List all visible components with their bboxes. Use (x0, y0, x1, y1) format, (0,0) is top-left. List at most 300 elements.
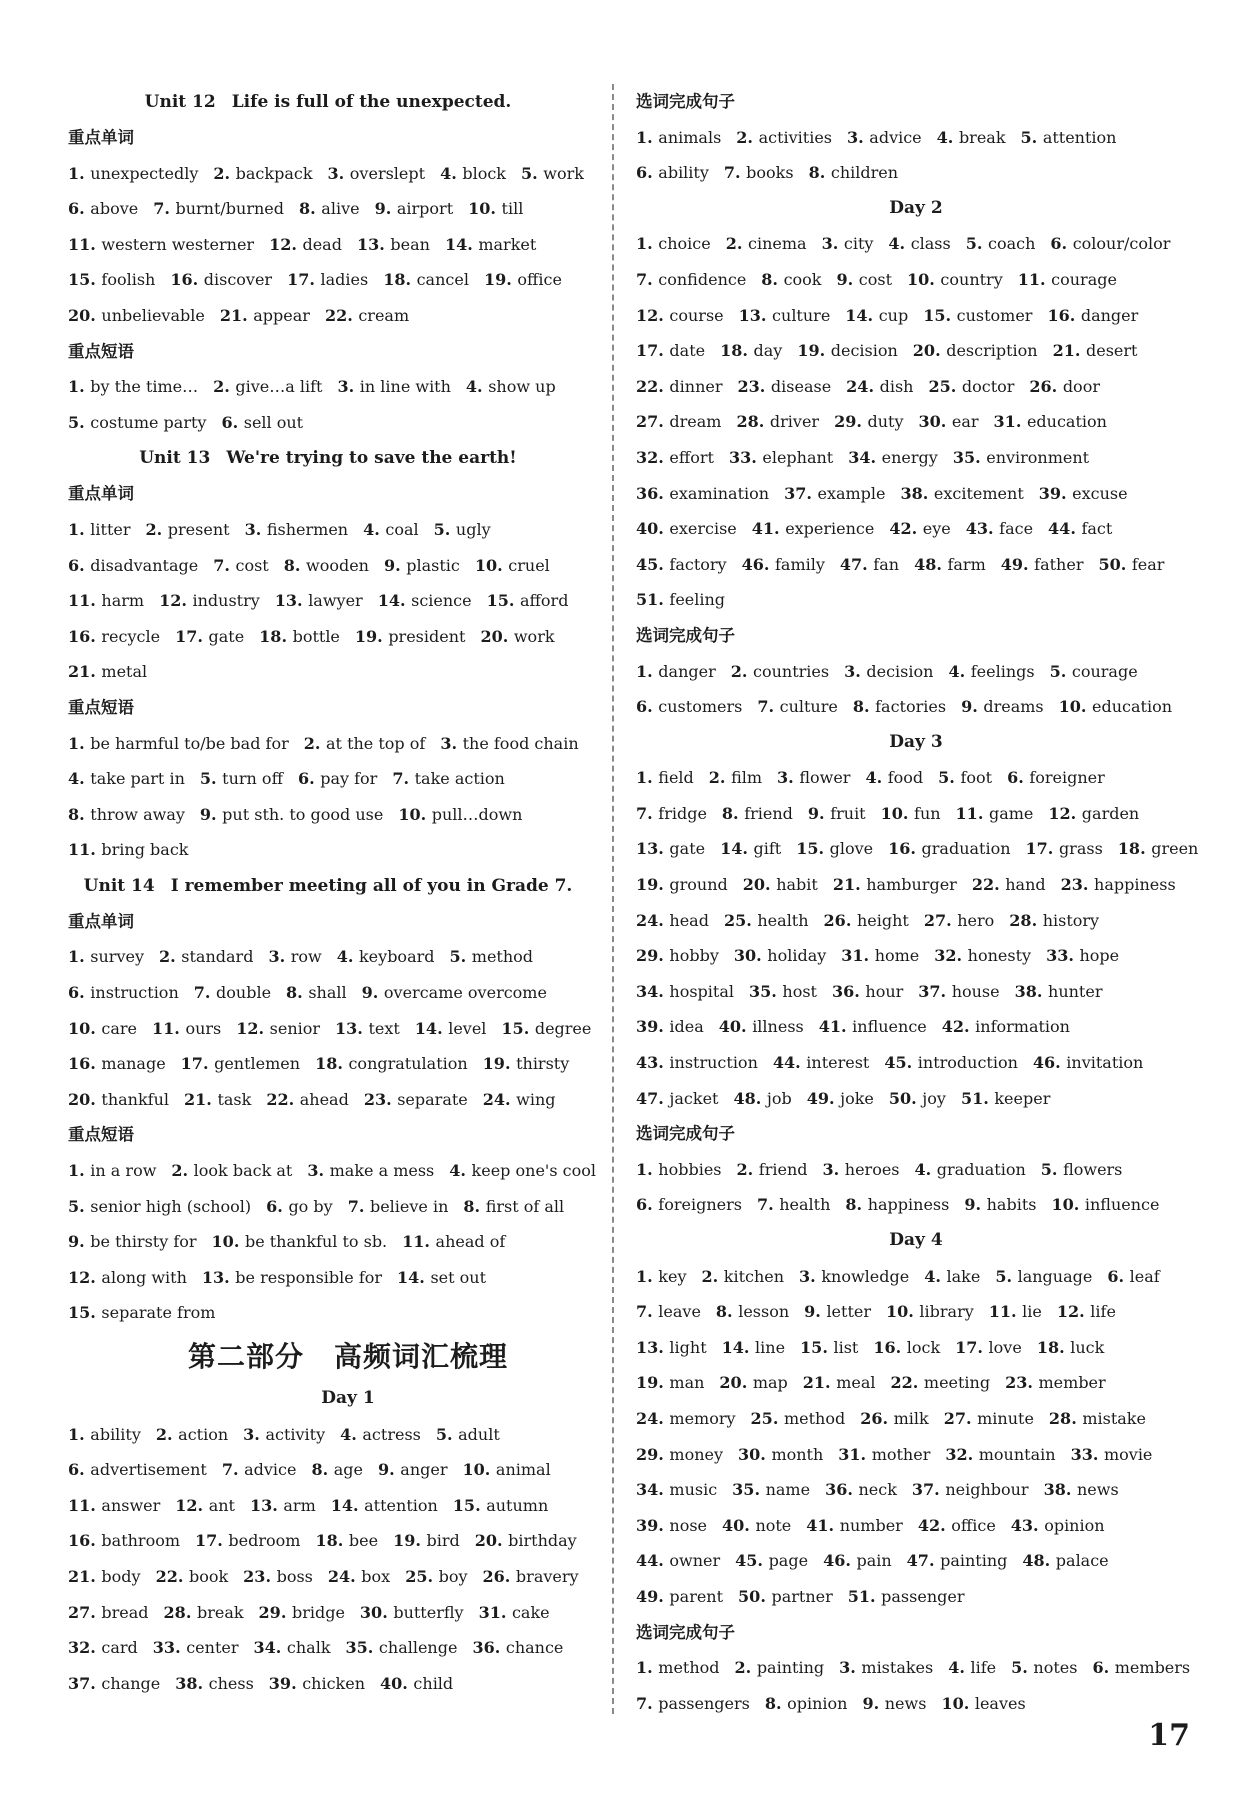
answer-item: 49. parent (636, 1586, 724, 1606)
day3-fill (636, 1152, 1196, 1223)
answer-item: 28. break (163, 1602, 244, 1622)
answer-item: 3. make a mess (307, 1161, 435, 1181)
answer-item: 47. painting (906, 1551, 1008, 1571)
answer-item: 13. be responsible for (201, 1267, 383, 1287)
answer-line (68, 1559, 628, 1595)
answer-line (68, 797, 628, 833)
day4-title: Day 4 (889, 1230, 943, 1250)
answer-item: 3. activity (243, 1424, 326, 1444)
answer-item: 4. class (888, 234, 951, 254)
answer-line (68, 761, 628, 797)
answer-item: 15. afford (486, 591, 569, 611)
answer-line (636, 1401, 1196, 1437)
answer-item: 2. activities (736, 127, 832, 147)
answer-line (636, 582, 1196, 618)
answer-item: 19. president (354, 626, 466, 646)
answer-line (636, 511, 1196, 547)
answer-item: 44. owner (636, 1551, 721, 1571)
answer-item: 9. plastic (383, 555, 460, 575)
answer-item: 23. happiness (1060, 875, 1176, 895)
answer-item: 20. birthday (474, 1531, 577, 1551)
page-number: 17 (1148, 1718, 1190, 1753)
unit14-words-heading: 重点单词 (68, 911, 134, 931)
answer-item: 38. news (1043, 1480, 1119, 1500)
answer-item: 36. examination (636, 483, 770, 503)
answer-item: 10. till (468, 199, 524, 219)
answer-item: 8. happiness (845, 1195, 950, 1215)
answer-item: 8. cook (761, 269, 822, 289)
answer-item: 3. row (268, 947, 322, 967)
answer-item: 48. farm (914, 554, 986, 574)
answer-item: 50. partner (738, 1586, 833, 1606)
answer-item: 9. put sth. to good use (199, 804, 384, 824)
answer-item: 17. date (636, 341, 706, 361)
answer-item: 5. flowers (1040, 1159, 1123, 1179)
answer-line (68, 512, 628, 548)
answer-item: 35. challenge (345, 1638, 458, 1658)
answer-line (68, 405, 628, 441)
answer-item: 2. painting (734, 1658, 825, 1678)
answer-line (636, 654, 1196, 690)
answer-item: 32. mountain (945, 1444, 1056, 1464)
answer-line (636, 796, 1196, 832)
answer-item: 7. believe in (347, 1196, 449, 1216)
answer-item: 29. bridge (258, 1602, 345, 1622)
answer-item: 12. ant (175, 1495, 235, 1515)
answer-item: 34. energy (848, 447, 938, 467)
unit13-phrases-heading: 重点短语 (68, 697, 134, 717)
answer-item: 2. kitchen (701, 1266, 785, 1286)
day2-words (636, 226, 1196, 618)
answer-item: 1. key (636, 1266, 687, 1286)
answer-item: 10. leaves (941, 1693, 1026, 1713)
answer-item: 19. ground (636, 875, 728, 895)
answer-item: 29. hobby (636, 946, 719, 966)
unit12-phrases (68, 369, 628, 440)
answer-line (636, 1294, 1196, 1330)
answer-item: 4. block (440, 163, 506, 183)
answer-item: 14. attention (330, 1495, 438, 1515)
answer-item: 1. in a row (68, 1161, 157, 1181)
answer-item: 17. gentlemen (180, 1054, 301, 1074)
answer-item: 6. go by (266, 1196, 333, 1216)
column-divider (612, 84, 614, 1714)
answer-item: 7. leave (636, 1302, 701, 1322)
answer-item: 50. joy (888, 1088, 946, 1108)
unit12-words-heading: 重点单词 (68, 128, 134, 147)
right-column (636, 84, 1199, 1721)
answer-item: 9. news (862, 1693, 927, 1713)
answer-line (68, 369, 628, 405)
answer-item: 16. lock (873, 1337, 941, 1357)
answer-line (68, 654, 628, 690)
day1-fill-heading: 选词完成句子 (636, 92, 735, 111)
answer-item: 3. advice (847, 127, 922, 147)
answer-item: 16. danger (1047, 305, 1139, 325)
answer-item: 31. education (993, 412, 1107, 432)
answer-item: 10. fun (880, 803, 941, 823)
answer-item: 45. factory (636, 554, 727, 574)
answer-item: 4. feelings (948, 661, 1035, 681)
unit13-words (68, 512, 628, 690)
answer-item: 13. lawyer (274, 591, 363, 611)
answer-line (636, 155, 1196, 191)
answer-item: 26. bravery (482, 1566, 579, 1586)
answer-item: 11. game (955, 803, 1034, 823)
answer-item: 25. health (723, 910, 809, 930)
answer-item: 8. alive (299, 199, 360, 219)
answer-item: 8. children (808, 163, 899, 183)
answer-item: 40. child (380, 1673, 454, 1693)
answer-item: 48. palace (1022, 1551, 1109, 1571)
answer-item: 15. degree (501, 1018, 592, 1038)
answer-line (68, 726, 628, 762)
answer-line (636, 1579, 1196, 1615)
answer-item: 18. luck (1036, 1337, 1105, 1357)
answer-item: 6. disadvantage (68, 555, 199, 575)
answer-item: 23. boss (243, 1566, 313, 1586)
answer-line (68, 227, 628, 263)
answer-item: 32. honesty (934, 946, 1032, 966)
answer-item: 18. cancel (383, 270, 469, 290)
answer-item: 9. overcame overcome (361, 983, 547, 1003)
answer-item: 35. environment (952, 447, 1090, 467)
answer-item: 21. hamburger (832, 875, 957, 895)
answer-item: 6. advertisement (68, 1460, 207, 1480)
answer-item: 10. influence (1051, 1195, 1160, 1215)
answer-item: 21. task (184, 1089, 252, 1109)
answer-item: 23. separate (363, 1089, 468, 1109)
unit13-phrases (68, 726, 628, 868)
answer-line (636, 1187, 1196, 1223)
answer-item: 33. hope (1046, 946, 1120, 966)
answer-item: 5. foot (938, 768, 993, 788)
answer-item: 9. habits (964, 1195, 1037, 1215)
answer-item: 4. keyboard (336, 947, 435, 967)
answer-item: 8. opinion (764, 1693, 848, 1713)
answer-item: 13. arm (249, 1495, 316, 1515)
answer-item: 21. body (68, 1566, 141, 1586)
answer-item: 5. ugly (433, 519, 491, 539)
answer-item: 3. fishermen (244, 519, 349, 539)
answer-item: 12. dead (269, 234, 342, 254)
answer-item: 8. age (311, 1460, 364, 1480)
answer-item: 19. bird (393, 1531, 460, 1551)
answer-item: 1. be harmful to/be bad for (68, 733, 289, 753)
answer-line (68, 1011, 628, 1047)
answer-item: 46. family (741, 554, 825, 574)
answer-item: 25. method (750, 1408, 846, 1428)
day1-fill (636, 120, 1196, 191)
part2-title: 第二部分 高频词汇梳理 (187, 1340, 509, 1373)
answer-item: 2. action (155, 1424, 229, 1444)
answer-item: 9. cost (836, 269, 893, 289)
answer-item: 6. instruction (68, 983, 179, 1003)
answer-item: 41. experience (751, 519, 875, 539)
answer-item: 17. gate (175, 626, 245, 646)
answer-item: 5. courage (1049, 661, 1138, 681)
answer-item: 24. wing (482, 1089, 556, 1109)
answer-item: 9. dreams (961, 697, 1044, 717)
answer-item: 14. gift (720, 839, 782, 859)
answer-line (68, 1082, 628, 1118)
answer-item: 30. ear (918, 412, 979, 432)
answer-item: 4. show up (465, 377, 556, 397)
answer-item: 8. first of all (463, 1196, 565, 1216)
answer-item: 37. change (68, 1673, 161, 1693)
answer-item: 9. airport (374, 199, 454, 219)
answer-item: 4. actress (340, 1424, 421, 1444)
answer-item: 13. culture (738, 305, 831, 325)
answer-line (636, 1508, 1196, 1544)
day4-words (636, 1259, 1196, 1615)
day3-title: Day 3 (889, 731, 943, 752)
answer-item: 3. heroes (822, 1159, 900, 1179)
answer-item: 34. chalk (253, 1638, 331, 1658)
answer-item: 7. culture (757, 697, 838, 717)
answer-line (636, 1472, 1196, 1508)
answer-item: 22. hand (971, 875, 1046, 895)
answer-item: 35. host (749, 981, 817, 1001)
answer-item: 15. separate from (68, 1303, 216, 1323)
answer-item: 47. jacket (636, 1088, 719, 1108)
answer-line (68, 1630, 628, 1666)
answer-line (68, 1417, 628, 1453)
answer-item: 46. invitation (1032, 1053, 1144, 1073)
answer-item: 2. at the top of (303, 733, 426, 753)
answer-item: 5. notes (1011, 1658, 1078, 1678)
answer-line (636, 262, 1196, 298)
answer-item: 40. illness (718, 1017, 804, 1037)
answer-item: 4. coal (363, 519, 419, 539)
answer-item: 4. break (936, 127, 1006, 147)
answer-item: 13. text (335, 1018, 400, 1038)
answer-item: 4. food (865, 768, 924, 788)
answer-item: 44. interest (772, 1053, 870, 1073)
answer-item: 11. answer (68, 1495, 161, 1515)
answer-item: 17. love (955, 1337, 1022, 1357)
answer-item: 27. minute (943, 1408, 1034, 1428)
answer-line (68, 548, 628, 584)
answer-item: 26. height (823, 910, 909, 930)
answer-line (636, 1330, 1196, 1366)
answer-item: 34. hospital (636, 981, 734, 1001)
answer-line (636, 1081, 1196, 1117)
answer-line (68, 1046, 628, 1082)
answer-line (68, 1666, 628, 1702)
answer-item: 7. take action (392, 769, 505, 789)
answer-item: 40. note (722, 1515, 792, 1535)
answer-item: 4. lake (924, 1266, 981, 1286)
unit14-title: Unit 14 I remember meeting all of you in Grade 7. (83, 875, 573, 896)
answer-item: 18. bottle (259, 626, 340, 646)
answer-item: 36. neck (825, 1480, 897, 1500)
unit12-words (68, 156, 628, 334)
unit14-phrases (68, 1153, 628, 1331)
answer-line (636, 689, 1196, 725)
answer-line (68, 191, 628, 227)
answer-item: 24. head (636, 910, 709, 930)
answer-item: 27. hero (923, 910, 995, 930)
answer-line (68, 1523, 628, 1559)
answer-line (68, 298, 628, 334)
unit12-title: Unit 12 Life is full of the unexpected. (144, 92, 512, 112)
answer-line (68, 156, 628, 192)
answer-item: 45. introduction (884, 1053, 1018, 1073)
answer-item: 10. country (907, 269, 1003, 289)
day2-fill (636, 654, 1196, 725)
answer-item: 27. dream (636, 412, 722, 432)
answer-item: 23. disease (737, 376, 832, 396)
day1-words (68, 1417, 628, 1702)
answer-item: 6. foreigners (636, 1195, 742, 1215)
answer-item: 8. throw away (68, 804, 185, 824)
answer-item: 11. harm (68, 591, 145, 611)
answer-item: 44. fact (1048, 519, 1113, 539)
answer-line (636, 476, 1196, 512)
answer-item: 1. ability (68, 1424, 141, 1444)
answer-item: 6. customers (636, 697, 743, 717)
answer-item: 4. keep one's cool (449, 1161, 596, 1181)
answer-item: 10. pull…down (398, 804, 523, 824)
answer-item: 33. movie (1070, 1444, 1153, 1464)
answer-item: 21. appear (219, 305, 310, 325)
answer-item: 2. present (145, 519, 230, 539)
answer-item: 14. line (721, 1337, 786, 1357)
answer-item: 6. members (1092, 1658, 1191, 1678)
unit12-phrases-heading: 重点短语 (68, 341, 134, 361)
day2-title: Day 2 (889, 197, 943, 218)
answer-line (636, 120, 1196, 156)
answer-line (636, 404, 1196, 440)
answer-item: 31. cake (478, 1602, 550, 1622)
answer-item: 36. chance (472, 1638, 564, 1658)
answer-item: 20. unbelievable (68, 305, 205, 325)
answer-item: 22. ahead (266, 1089, 349, 1109)
answer-item: 5. language (995, 1266, 1093, 1286)
answer-item: 8. shall (286, 983, 347, 1003)
answer-item: 26. milk (860, 1408, 929, 1428)
answer-item: 40. exercise (636, 519, 737, 539)
answer-item: 25. boy (405, 1566, 468, 1586)
answer-item: 46. pain (823, 1551, 892, 1571)
answer-item: 12. along with (68, 1267, 187, 1287)
answer-item: 12. industry (159, 591, 260, 611)
answer-item: 10. library (886, 1302, 974, 1322)
day3-fill-heading: 选词完成句子 (636, 1124, 735, 1144)
answer-item: 41. number (806, 1515, 903, 1535)
answer-item: 2. give…a lift (213, 377, 323, 397)
answer-item: 41. influence (818, 1017, 927, 1037)
answer-item: 1. choice (636, 234, 711, 254)
answer-item: 16. recycle (68, 626, 161, 646)
answer-item: 15. customer (923, 305, 1033, 325)
answer-item: 30. holiday (733, 946, 827, 966)
answer-item: 4. graduation (914, 1159, 1026, 1179)
answer-item: 7. confidence (636, 269, 747, 289)
answer-line (636, 298, 1196, 334)
answer-item: 43. face (965, 519, 1034, 539)
answer-item: 18. day (720, 341, 783, 361)
answer-item: 5. adult (435, 1424, 500, 1444)
answer-item: 13. gate (636, 839, 706, 859)
answer-item: 47. fan (839, 554, 900, 574)
answer-line (68, 832, 628, 868)
day3-words (636, 760, 1199, 1116)
answer-item: 3. in line with (337, 377, 451, 397)
answer-item: 16. bathroom (68, 1531, 181, 1551)
answer-item: 3. overslept (327, 163, 426, 183)
answer-item: 19. thirsty (482, 1054, 570, 1074)
answer-item: 36. hour (831, 981, 904, 1001)
answer-item: 33. elephant (728, 447, 834, 467)
answer-item: 29. duty (834, 412, 904, 432)
answer-item: 43. opinion (1010, 1515, 1105, 1535)
answer-item: 18. green (1117, 839, 1199, 859)
answer-item: 10. cruel (474, 555, 550, 575)
answer-item: 21. desert (1052, 341, 1138, 361)
answer-item: 2. cinema (725, 234, 807, 254)
answer-item: 11. ahead of (402, 1232, 506, 1252)
answer-item: 3. flower (777, 768, 851, 788)
answer-item: 1. method (636, 1658, 720, 1678)
answer-line (636, 1152, 1196, 1188)
answer-item: 9. fruit (807, 803, 866, 823)
answer-item: 14. set out (397, 1267, 486, 1287)
answer-item: 9. letter (804, 1302, 871, 1322)
answer-item: 12. senior (236, 1018, 321, 1038)
answer-item: 6. foreigner (1007, 768, 1105, 788)
answer-item: 14. level (414, 1018, 487, 1038)
answer-item: 42. information (941, 1017, 1070, 1037)
answer-item: 7. health (756, 1195, 831, 1215)
answer-item: 4. life (948, 1658, 997, 1678)
answer-item: 5. turn off (199, 769, 283, 789)
answer-item: 28. history (1009, 910, 1100, 930)
answer-item: 45. page (735, 1551, 809, 1571)
answer-item: 1. field (636, 768, 694, 788)
answer-line (636, 1259, 1196, 1295)
answer-item: 39. idea (636, 1017, 704, 1037)
answer-item: 7. double (193, 983, 272, 1003)
answer-item: 32. effort (636, 447, 714, 467)
answer-item: 49. joke (806, 1088, 874, 1108)
answer-item: 8. lesson (715, 1302, 790, 1322)
answer-item: 12. garden (1048, 803, 1140, 823)
answer-item: 13. light (636, 1337, 707, 1357)
answer-item: 28. mistake (1048, 1408, 1146, 1428)
answer-item: 3. decision (844, 661, 934, 681)
answer-item: 5. attention (1020, 127, 1117, 147)
answer-item: 51. keeper (960, 1088, 1051, 1108)
answer-line (68, 1189, 628, 1225)
answer-item: 31. home (841, 946, 920, 966)
answer-item: 22. dinner (636, 376, 723, 396)
answer-item: 2. standard (159, 947, 254, 967)
answer-item: 42. eye (889, 519, 951, 539)
answer-item: 38. hunter (1014, 981, 1103, 1001)
answer-item: 4. take part in (68, 769, 185, 789)
answer-line (636, 831, 1199, 867)
answer-item: 3. mistakes (839, 1658, 934, 1678)
answer-item: 15. glove (796, 839, 874, 859)
answer-item: 15. autumn (452, 1495, 549, 1515)
answer-item: 1. hobbies (636, 1159, 722, 1179)
answer-line (636, 760, 1196, 796)
answer-line (68, 262, 628, 298)
answer-item: 13. bean (356, 234, 430, 254)
answer-item: 21. meal (802, 1373, 876, 1393)
